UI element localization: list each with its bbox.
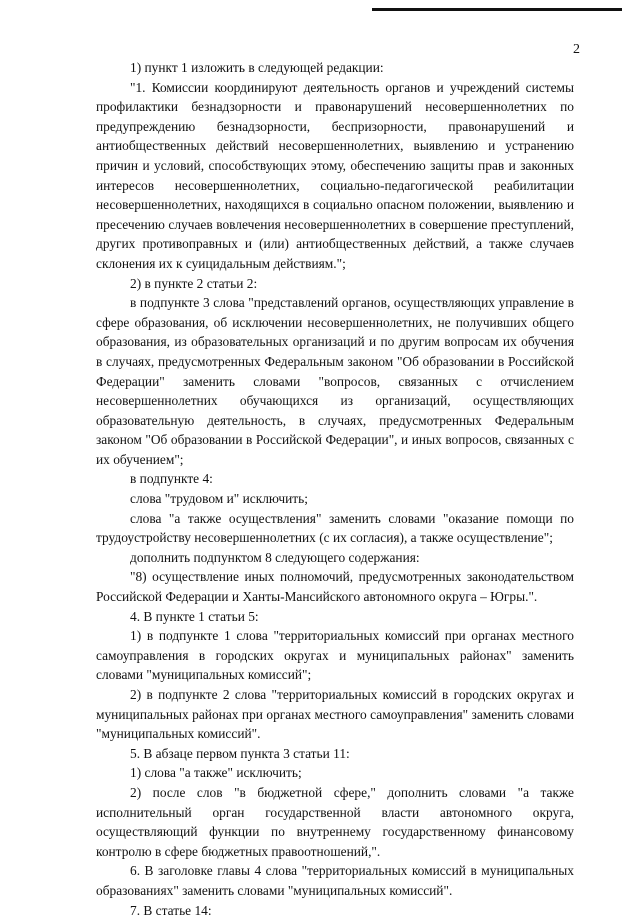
paragraph: 2) после слов "в бюджетной сфере," дополнить словами "а также исполнительный орган государственной власти автономного округа, осуществляющий функции по внутреннему государственному финансовому контролю в сфере бюджетных правоотношений,". — [96, 784, 574, 859]
paragraph: 4. В пункте 1 статьи 5: — [130, 608, 259, 624]
paragraph: 2) в подпункте 2 слова "территориальных комиссий в городских округах и муниципальных районах при органах местного самоуправления" заменить словами "муниципальных комиссий". — [96, 687, 574, 742]
paragraph: 5. В абзаце первом пункта 3 статьи 11: — [130, 745, 350, 761]
paragraph: слова "трудовом и" исключить; — [130, 491, 308, 507]
paragraph: 2) в пункте 2 статьи 2: — [130, 275, 258, 291]
paragraph: дополнить подпунктом 8 следующего содержания: — [130, 549, 420, 565]
paragraph: 1) слова "а также" исключить; — [130, 765, 302, 781]
page-number: 2 — [573, 42, 580, 57]
paragraph: 7. В статье 14: — [130, 902, 212, 918]
header-rule — [372, 8, 622, 11]
paragraph: 6. В заголовке главы 4 слова "территориальных комиссий в муниципальных образованиях" заменить словами "муниципальных комиссий". — [96, 863, 574, 898]
paragraph: "8) осуществление иных полномочий, предусмотренных законодательством Российской Федерации и Ханты-Мансийского автономного округа – Югры.". — [96, 569, 574, 605]
paragraph: 1) в подпункте 1 слова "территориальных комиссий при органах местного самоуправления в городских округах и муниципальных районах" заменить словами "муниципальных комиссий"; — [96, 628, 574, 683]
paragraph: 1) пункт 1 изложить в следующей редакции: — [130, 60, 384, 75]
document-body — [96, 58, 574, 920]
paragraph: в подпункте 3 слова "представлений органов, осуществляющих управление в сфере образования, об исключении несовершеннолетних, не получивших общего образования, из образовательных организаций и по другим вопросам их обучения в случаях, предусмотренных Федеральным законом "Об образовании в Российской Федерации" заменить словами "вопросов, связанных с отчислением несовершеннолетних обучающихся из организаций, осуществляющих образовательную деятельность, в случаях, предусмотренных Федеральным законом "Об образовании в Российской Федерации", и иных вопросов, связанных с их обучением"; — [96, 295, 574, 467]
paragraph: "1. Комиссии координируют деятельность органов и учреждений системы профилактики безнадзорности и правонарушений несовершеннолетних по предупреждению безнадзорности, беспризорности, правонарушений и антиобщественных действий несовершеннолетних, выявлению и устранению причин и условий, способствующих этому, обеспечению защиты прав и законных интересов несовершеннолетних, социально-педагогической реабилитации несовершеннолетних, находящихся в социально опасном положении, выявлению и пресечению случаев вовлечения несовершеннолетних в совершение преступлений, других противоправных и (или) антиобщественных действий, а также случаев склонения их к суицидальным действиям."; — [96, 79, 574, 271]
paragraph: в подпункте 4: — [130, 471, 213, 487]
paragraph: слова "а также осуществления" заменить словами "оказание помощи по трудоустройству несовершеннолетних (с их согласия), а также осуществление"; — [96, 510, 574, 546]
